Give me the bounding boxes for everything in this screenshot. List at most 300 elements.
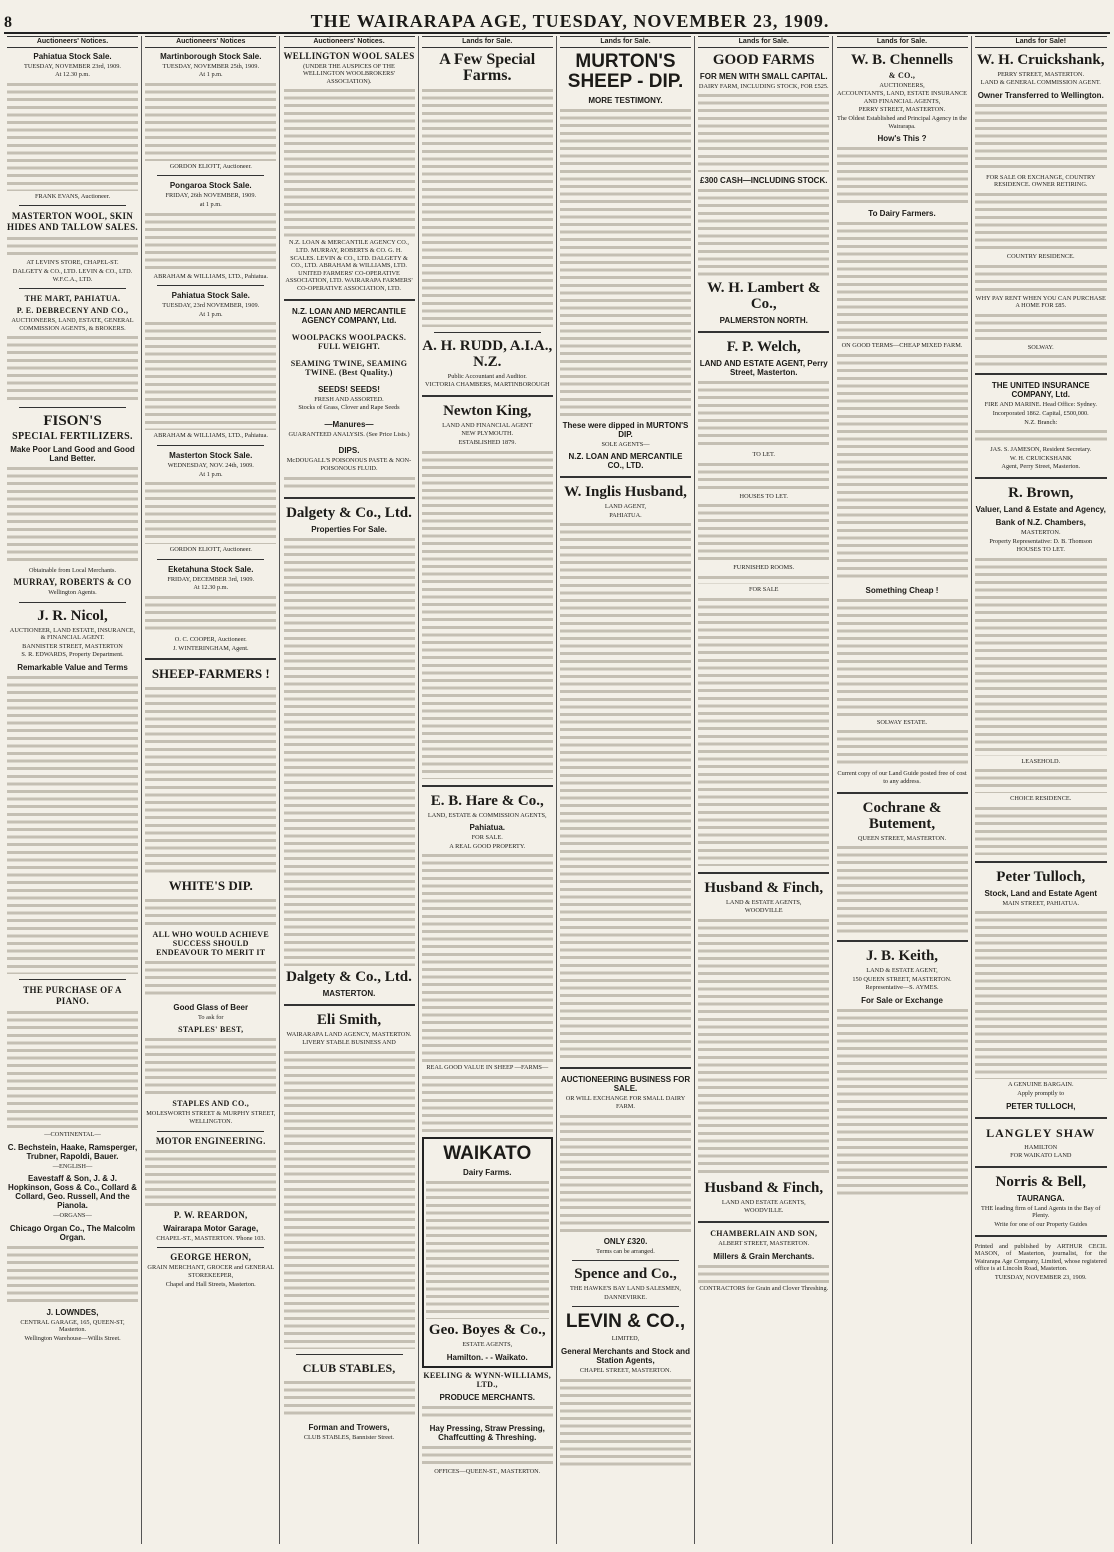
ad-sub: LAND AND FINANCIAL AGENT: [442, 421, 533, 429]
ad-body: [698, 379, 829, 449]
newspaper-page: [4, 4, 1110, 1544]
ad-sub: ACCOUNTANTS, LAND, ESTATE INSURANCE AND FINANCIAL AGENTS,: [836, 90, 967, 105]
ad-heading: Remarkable Value and Terms: [17, 662, 128, 672]
ad-firm: STAPLES AND CO.,: [172, 1098, 250, 1108]
ad-title: Martinborough Stock Sale.: [160, 51, 262, 61]
ad-sub: Stock, Land and Estate Agent: [984, 888, 1098, 898]
ad-city: HAMILTON: [1024, 1143, 1058, 1151]
divider: [975, 373, 1107, 375]
divider: [422, 785, 553, 787]
ad-body: [698, 187, 829, 277]
ad-title: Spence and Co.,: [574, 1266, 677, 1283]
ad-body: [422, 1404, 553, 1420]
ad-city: Hamilton. - - Waikato.: [446, 1352, 528, 1362]
ad-body: [145, 81, 276, 161]
ad-title: N.Z. LOAN AND MERCANTILE AGENCY COMPANY, Ltd.: [292, 306, 406, 325]
ad-sub: Bank of N.Z. Chambers,: [995, 517, 1086, 527]
ad-city: Pahiatua.: [469, 823, 506, 833]
ad-heading: How's This ?: [877, 134, 927, 144]
ad-firms: DALGETY & CO., LTD. LEVIN & CO., LTD. W.F.C.A., LTD.: [12, 267, 133, 283]
ad-line: A GENUINE BARGAIN.: [1007, 1081, 1074, 1089]
ad-body: [422, 852, 553, 1062]
ad-sub: Wairarapa Motor Garage,: [163, 1223, 259, 1233]
column-header: Auctioneers' Notices: [145, 36, 276, 48]
ad-city: DANNEVIRKE.: [604, 1293, 647, 1301]
ad-firm-sub: ESTATE AGENTS,: [462, 1340, 513, 1348]
ad-makers: Chicago Organ Co., The Malcolm Organ.: [9, 1223, 136, 1242]
ad-address: MOLESWORTH STREET & MURPHY STREET,: [146, 1109, 276, 1117]
ad-title: W. B. Chennells: [851, 51, 953, 68]
ad-body: [145, 594, 276, 634]
ad-line: Current copy of our Land Guide posted free of cost to any address.: [837, 770, 967, 785]
ad-date: FRIDAY, 26th NOVEMBER, 1909.: [165, 192, 257, 200]
ad-title: R. Brown,: [1008, 484, 1074, 501]
divider: [975, 1235, 1107, 1237]
ad-body: [975, 805, 1107, 855]
ad-seller: FRANK EVANS, Auctioneer.: [34, 192, 111, 200]
ad-agent: W. H. CRUICKSHANK: [1009, 454, 1072, 462]
ad-address: VICTORIA CHAMBERS, MARTINBOROUGH: [424, 381, 550, 389]
ad-heading: Something Cheap !: [865, 585, 939, 595]
ad-sub: WAIRARAPA LAND AGENCY, MASTERTON.: [286, 1030, 412, 1038]
ad-title: Cochrane & Butement,: [862, 799, 942, 832]
ad-firm: Geo. Boyes & Co.,: [428, 1321, 546, 1338]
ad-body: [975, 102, 1107, 172]
divider: [157, 1247, 264, 1248]
ad-title: J. B. Keith,: [865, 948, 939, 965]
ad-line: Hay Pressing, Straw Pressing, Chaffcutting & Threshing.: [429, 1423, 545, 1442]
ad-body: [284, 1049, 415, 1349]
ad-box: [422, 1137, 553, 1368]
ad-sub: AUCTIONEERS, LAND, ESTATE, GENERAL COMMISSION AGENTS, & BROKERS.: [11, 317, 134, 332]
ad-sub: PRODUCE MERCHANTS.: [439, 1392, 536, 1402]
column-header: Lands for Sale!: [975, 36, 1107, 48]
ad-body: [837, 1007, 968, 1197]
ad-heading: Owner Transferred to Wellington.: [977, 90, 1104, 100]
ad-sub: FIRE AND MARINE. Head Office: Sydney.: [984, 401, 1097, 409]
ad-date: FRIDAY, DECEMBER 3rd, 1909.: [167, 575, 255, 583]
ad-address: BANNISTER STREET, MASTERTON: [22, 642, 123, 650]
ad-title: WHITE'S DIP.: [168, 878, 253, 894]
ad-body: [975, 909, 1107, 1079]
ad-agent: J. LOWNDES,: [46, 1307, 99, 1317]
columns: [4, 36, 1110, 1544]
ad-agent: N.Z. LOAN AND MERCANTILE CO., LTD.: [568, 452, 683, 471]
ad-rep: S. R. EDWARDS, Property Department.: [21, 651, 124, 659]
divider: [296, 1354, 403, 1355]
ad-body: [7, 465, 138, 565]
ad-place: AT LEVIN'S STORE, CHAPEL-ST.: [26, 259, 119, 267]
ad-sub: LAND & ESTATE AGENT,: [866, 967, 938, 975]
ad-body: [975, 353, 1107, 367]
ad-title: WAIKATO: [443, 1142, 532, 1164]
ad-sub: LAND AND ESTATE AGENT, Perry Street, Masterton.: [699, 359, 828, 378]
ad-body: [284, 475, 415, 491]
ad-title: LANGLEY SHAW: [986, 1125, 1096, 1140]
ad-title: F. P. Welch,: [726, 339, 801, 356]
divider: [837, 940, 968, 942]
ad-sub: OR WILL EXCHANGE FOR SMALL DAIRY FARM.: [565, 1095, 686, 1110]
ad-city: NEW PLYMOUTH.: [461, 430, 514, 438]
ad-sub: AUCTIONEERS,: [879, 81, 925, 89]
ad-title: Pongaroa Stock Sale.: [169, 181, 252, 191]
ad-city: WOODVILLE.: [744, 1207, 784, 1215]
ad-line: GUARANTEED ANALYSIS. (See Price Lists.): [288, 430, 410, 438]
divider: [19, 288, 126, 289]
ad-city: WOODVILLE: [744, 907, 783, 915]
ad-title: Eli Smith,: [316, 1011, 382, 1028]
ad-sec: JAS. S. JAMESON, Resident Secretary.: [990, 446, 1092, 454]
ad-sub: MORE TESTIMONY.: [588, 95, 663, 105]
ad-makers: Eavestaff & Son, J. & J. Hopkinson, Goss & Co., Collard & Collard, Geo. Russell, And the Pianola.: [8, 1174, 137, 1211]
ad-cap: Incorporated 1862. Capital, £500,000.: [992, 409, 1089, 417]
ad-body: [426, 1179, 549, 1319]
divider: [560, 476, 691, 478]
ad-agent-sub: Agent, Perry Street, Masterton.: [1001, 463, 1081, 471]
ad-body: [560, 107, 691, 417]
ad-address: PERRY STREET, MASTERTON.: [858, 106, 946, 114]
column-6: [695, 36, 833, 1544]
ad-rep: Representative—S. AYMES.: [865, 984, 939, 992]
ad-city: MASTERTON.: [1020, 528, 1061, 536]
ad-note: Obtainable from Local Merchants.: [28, 567, 117, 575]
page-number: 8: [4, 14, 12, 31]
ad-title: Pahiatua Stock Sale.: [33, 51, 112, 61]
ad-title: A. H. RUDD, A.I.A., N.Z.: [422, 337, 553, 370]
ad-sub: General Merchants and Stock and Station Agents,: [561, 1346, 690, 1365]
divider: [19, 205, 126, 206]
ad-address: CLUB STABLES, Bannister Street.: [303, 1433, 395, 1441]
ad-body: [698, 461, 829, 491]
ad-title: KEELING & WYNN-WILLIAMS, LTD.,: [423, 1370, 552, 1389]
ad-body: [698, 596, 829, 866]
column-header: Auctioneers' Notices.: [7, 36, 138, 48]
ad-agent-sub: Wellington Agents.: [48, 588, 97, 596]
ad-firms: N.Z. LOAN & MERCANTILE AGENCY CO., LTD. MURRAY, ROBERTS & CO. G. H. SCALES. LEVIN & CO., LTD. DALGETY & CO., LTD. ABRAHAM & WILLIAMS, LTD. UNITED FARMERS' CO-OPERATIVE ASSOCIATION, LTD. WAIRARAPA FARMERS' CO-OPERATIVE ASSOCIATION, LTD.: [285, 239, 413, 292]
ad-heading: A REAL GOOD PROPERTY.: [449, 842, 526, 850]
column-1: [4, 36, 142, 1544]
ad-sub: GRAIN MERCHANT, GROCER and GENERAL STOREKEEPER,: [147, 1264, 275, 1280]
ad-address: OFFICES—QUEEN-ST., MASTERTON.: [434, 1467, 541, 1475]
ad-body: [698, 574, 829, 584]
ad-line: HOUSES TO LET.: [1016, 546, 1065, 554]
imprint-date: TUESDAY, NOVEMBER 23, 1909.: [994, 1274, 1087, 1281]
divider: [572, 1260, 679, 1261]
ad-title: THE MART, PAHIATUA.: [24, 294, 121, 304]
ad-line: SOLWAY.: [1027, 343, 1054, 351]
divider: [698, 872, 829, 874]
ad-line: SEAMING TWINE, SEAMING TWINE. (Best Quality.): [290, 358, 408, 377]
ad-branch: N.Z. Branch:: [1024, 418, 1058, 426]
ad-line: SEEDS! SEEDS!: [318, 384, 380, 394]
ad-body: [145, 211, 276, 271]
ad-title: CLUB STABLES,: [302, 1360, 396, 1375]
column-3: [281, 36, 419, 1544]
ad-sub: FOR WAIKATO LAND: [1010, 1152, 1072, 1160]
ad-line: WHY PAY RENT WHEN YOU CAN PURCHASE A HOME FOR £85.: [975, 294, 1106, 310]
ad-line: Stocks of Grass, Clover and Rape Seeds: [298, 404, 400, 412]
ad-body: [7, 334, 138, 402]
ad-address: ALBERT STREET, MASTERTON.: [718, 1239, 810, 1247]
ad-note: Terms can be arranged.: [596, 1247, 655, 1255]
ad-address: PERRY STREET, MASTERTON.: [997, 70, 1085, 78]
ad-line: CHOICE RESIDENCE.: [1010, 795, 1072, 803]
ad-sub: LIVERY STABLE BUSINESS AND: [302, 1039, 396, 1047]
divider: [157, 445, 264, 446]
ad-line: FURNISHED ROOMS.: [733, 564, 795, 572]
ad-firm: P. W. REARDON,: [173, 1209, 248, 1220]
ad-body: [7, 1009, 138, 1129]
ad-body: [560, 521, 691, 1061]
ad-sub: (UNDER THE AUSPICES OF THE WELLINGTON WOOLBROKERS' ASSOCIATION).: [302, 62, 396, 85]
ad-city: TAURANGA.: [1017, 1193, 1065, 1203]
ad-body: [837, 728, 968, 768]
ad-line: ON GOOD TERMS—CHEAP MIXED FARM.: [841, 342, 963, 350]
divider: [284, 1004, 415, 1006]
divider: [698, 1221, 829, 1223]
ad-title: Husband & Finch,: [704, 879, 824, 896]
ad-makers: C. Bechstein, Haake, Ramsperger, Trubner, Rapoldi, Bauer.: [7, 1142, 138, 1161]
ad-seller: J. WINTERINGHAM, Agent.: [172, 644, 249, 652]
ad-foot: These were dipped in MURTON'S DIP.: [562, 420, 689, 439]
ad-title: Dalgety & Co., Ltd.: [286, 504, 412, 521]
ad-title: SHEEP-FARMERS !: [151, 666, 270, 682]
ad-body: [837, 352, 968, 582]
ad-agent: MURRAY, ROBERTS & CO: [13, 576, 132, 587]
ad-line: DIPS.: [338, 446, 360, 456]
ad-title: Masterton Stock Sale.: [169, 450, 253, 460]
ad-note: The Oldest Established and Principal Agency in the Wairarapa.: [837, 114, 967, 130]
divider: [157, 285, 264, 286]
ad-line: COUNTRY RESIDENCE.: [1006, 252, 1075, 260]
ad-sub: PALMERSTON NORTH.: [719, 316, 808, 326]
ad-body: [975, 312, 1107, 342]
ad-title: THE UNITED INSURANCE COMPANY, Ltd.: [991, 381, 1090, 400]
divider: [975, 861, 1107, 863]
ad-heading: To Dairy Farmers.: [868, 209, 936, 219]
ad-body: [560, 1113, 691, 1233]
ad-sub: LAND AND ESTATE AGENTS,: [721, 1198, 806, 1206]
ad-body: [975, 767, 1107, 793]
ad-agent: PETER TULLOCH,: [1006, 1101, 1076, 1111]
ad-line: Apply promptly to: [1017, 1090, 1065, 1098]
ad-seller: O. C. COOPER, Auctioneer.: [174, 635, 247, 643]
ad-sub: THE HAWKE'S BAY LAND SALESMEN,: [570, 1285, 681, 1293]
ad-seller: GORDON ELIOTT, Auctioneer.: [169, 546, 252, 554]
ad-line: FRESH AND ASSORTED.: [314, 395, 384, 403]
ad-body: [145, 685, 276, 875]
ad-est: ESTABLISHED 1879.: [458, 438, 517, 446]
column-header: Auctioneers' Notices.: [284, 36, 415, 48]
column-header: Lands for Sale.: [560, 36, 691, 48]
ad-address: Chapel and Hall Streets, Masterton.: [165, 1280, 256, 1288]
ad-body: [145, 320, 276, 430]
ad-sub: LAND & GENERAL COMMISSION AGENT.: [980, 79, 1101, 87]
ad-body: [145, 959, 276, 999]
ad-address: Wellington Warehouse—Willis Street.: [24, 1334, 121, 1342]
ad-line: TO LET.: [752, 451, 775, 459]
ad-line: McDOUGALL'S POISONOUS PASTE & NON-POISONOUS FLUID.: [286, 457, 412, 472]
divider: [284, 299, 415, 301]
ad-date: WEDNESDAY, NOV. 24th, 1909.: [167, 461, 254, 469]
ad-title: Dalgety & Co., Ltd.: [286, 968, 412, 985]
ad-sub: SPECIAL FERTILIZERS.: [12, 431, 133, 443]
ad-body: [7, 81, 138, 191]
ad-date: TUESDAY, NOVEMBER 23rd, 1909.: [24, 62, 121, 70]
ad-body: [837, 597, 968, 717]
divider: [157, 175, 264, 176]
ad-body: [698, 1263, 829, 1283]
ad-tag: Make Poor Land Good and Good Land Better.: [10, 445, 135, 464]
ad-body: [145, 1036, 276, 1096]
ad-sale: FOR SALE.: [471, 834, 503, 842]
ad-time: at 1 p.m.: [199, 200, 222, 208]
ad-title: GOOD FARMS: [712, 51, 815, 68]
ad-title: FISON'S: [43, 413, 102, 430]
ad-line: HOUSES TO LET.: [739, 492, 788, 500]
divider: [975, 1166, 1107, 1168]
divider: [157, 1131, 264, 1132]
divider: [975, 1117, 1107, 1119]
ad-time: At 1 p.m.: [198, 470, 223, 478]
ad-line: Good Glass of Beer: [173, 1003, 249, 1013]
column-2: [142, 36, 280, 1544]
ad-address: MAIN STREET, PAHIATUA.: [1002, 899, 1080, 907]
ad-body: [975, 428, 1107, 444]
ad-title: WELLINGTON WOOL SALES: [283, 50, 415, 61]
ad-body: [837, 844, 968, 934]
ad-line: FOR SALE OR EXCHANGE, COUNTRY RESIDENCE. OWNER RETIRING.: [986, 173, 1096, 189]
ad-section: —ENGLISH—: [52, 1162, 93, 1170]
ad-line: £300 CASH—INCLUDING STOCK.: [700, 176, 828, 186]
ad-line: LEASEHOLD.: [1021, 757, 1061, 765]
ad-title: Peter Tulloch,: [996, 868, 1086, 885]
ad-body: [145, 897, 276, 927]
ad-time: At 12.30 p.m.: [193, 584, 229, 592]
ad-title: W. H. Lambert & Co.,: [707, 280, 821, 313]
ad-sub: Forman and Trowers,: [308, 1422, 390, 1432]
ad-city: PAHIATUA.: [609, 511, 642, 519]
ad-line: DAIRY FARM, INCLUDING STOCK, FOR £525.: [698, 82, 829, 90]
ad-seller: ABRAHAM & WILLIAMS, LTD., Pahiatua.: [153, 432, 268, 440]
ad-address: CHAPEL-ST., MASTERTON. 'Phone 103.: [156, 1234, 266, 1242]
column-5: [557, 36, 695, 1544]
ad-date: TUESDAY, 23rd NOVEMBER, 1909.: [162, 302, 260, 310]
divider: [157, 559, 264, 560]
ad-sub: LAND, ESTATE & COMMISSION AGENTS,: [427, 811, 547, 819]
ad-title: MOTOR ENGINEERING.: [155, 1135, 266, 1146]
ad-title: Pahiatua Stock Sale.: [171, 291, 250, 301]
ad-line: SOLWAY ESTATE.: [876, 718, 928, 726]
column-4: [419, 36, 557, 1544]
ad-body: [284, 536, 415, 966]
ad-section: —CONTINENTAL—: [44, 1130, 101, 1138]
divider: [975, 477, 1107, 479]
ad-sub: LAND & ESTATE AGENTS,: [726, 898, 802, 906]
divider: [560, 1067, 691, 1069]
ad-title: Norris & Bell,: [995, 1173, 1086, 1190]
ad-body: [837, 220, 968, 340]
ad-body: [284, 1379, 415, 1419]
divider: [434, 332, 541, 333]
ad-title: GEORGE HERON,: [170, 1252, 252, 1263]
ad-sub: AUCTIONEER, LAND ESTATE, INSURANCE, & FINANCIAL AGENT.: [9, 626, 136, 642]
divider: [19, 407, 126, 408]
ad-address: CENTRAL GARAGE, 165, QUEEN-ST, Masterton.: [20, 1318, 125, 1334]
ad-body: [145, 480, 276, 544]
ad-date: TUESDAY, NOVEMBER 25th, 1909.: [162, 62, 260, 70]
ad-sub: Public Accountant and Auditor.: [447, 372, 527, 380]
ad-time: At 1 p.m.: [198, 310, 223, 318]
ad-sub: LAND AGENT,: [604, 503, 647, 511]
ad-co: & CO.,: [888, 70, 916, 80]
ad-foot: REAL GOOD VALUE IN SHEEP —FARMS—: [426, 1064, 549, 1072]
ad-time: At 1 p.m.: [198, 71, 223, 79]
ad-body: [837, 145, 968, 205]
ad-heading: For Sale or Exchange: [861, 995, 943, 1005]
ad-body: [422, 449, 553, 779]
divider: [698, 331, 829, 333]
divider: [837, 792, 968, 794]
ad-title: A Few Special Farms.: [439, 50, 536, 84]
ad-sub: FOR MEN WITH SMALL CAPITAL.: [699, 71, 828, 81]
ad-body: [698, 92, 829, 172]
ad-sub: Valuer, Land & Estate and Agency,: [975, 504, 1106, 514]
ad-body: [284, 87, 415, 237]
ad-address: 150 QUEEN STREET, MASTERTON.: [852, 975, 952, 983]
ad-body: [698, 502, 829, 562]
ad-body: [7, 235, 138, 257]
ad-title: W. H. Cruickshank,: [977, 51, 1105, 68]
ad-agents: SOLE AGENTS—: [601, 440, 650, 448]
ad-body: [698, 917, 829, 1177]
ad-body: [560, 1377, 691, 1467]
imprint: Printed and published by ARTHUR CECIL MASON, of Masterton, journalist, for the Wairarapa Age Company, Limited, whose registered office is at Lincoln Road, Masterton.: [974, 1242, 1107, 1273]
ad-title: MURTON'S SHEEP - DIP.: [567, 50, 684, 92]
ad-time: At 12.30 p.m.: [55, 71, 90, 79]
divider: [572, 1306, 679, 1307]
ad-seller: ABRAHAM & WILLIAMS, LTD., Pahiatua.: [153, 272, 268, 280]
ad-line: THE leading firm of Land Agents in the Bay of Plenty.: [981, 1204, 1101, 1220]
ad-section: —ORGANS—: [53, 1212, 92, 1220]
divider: [19, 602, 126, 603]
ad-body: [975, 263, 1107, 293]
ad-body: [145, 1148, 276, 1208]
ad-rep: Property Representative: D. B. Thomson: [989, 537, 1093, 545]
masthead: [4, 4, 1110, 34]
ad-line: To ask for: [198, 1014, 224, 1022]
column-header: Lands for Sale.: [422, 36, 553, 48]
ad-address: CHAPEL STREET, MASTERTON.: [579, 1366, 672, 1374]
ad-title: MASTERTON WOOL, SKIN HIDES AND TALLOW SALES.: [7, 211, 138, 233]
ad-line: Write for one of our Property Guides: [994, 1221, 1088, 1229]
divider: [422, 395, 553, 397]
ad-body: [422, 1074, 553, 1134]
ad-body: [7, 674, 138, 974]
ad-city: WELLINGTON.: [189, 1118, 233, 1126]
ad-body: [7, 1244, 138, 1304]
ad-city: MASTERTON.: [322, 988, 376, 998]
ad-sub: LIMITED,: [611, 1335, 640, 1343]
ad-note: CONTRACTORS for Grain and Clover Threshing.: [699, 1284, 829, 1292]
ad-body: [422, 1444, 553, 1466]
ad-title: W. Inglis Husband,: [564, 484, 687, 501]
ad-line: FOR SALE: [748, 585, 779, 593]
ad-title: LEVIN & CO.,: [565, 1311, 686, 1333]
ad-body: [422, 87, 553, 327]
ad-body: [975, 191, 1107, 251]
column-7: [834, 36, 972, 1544]
